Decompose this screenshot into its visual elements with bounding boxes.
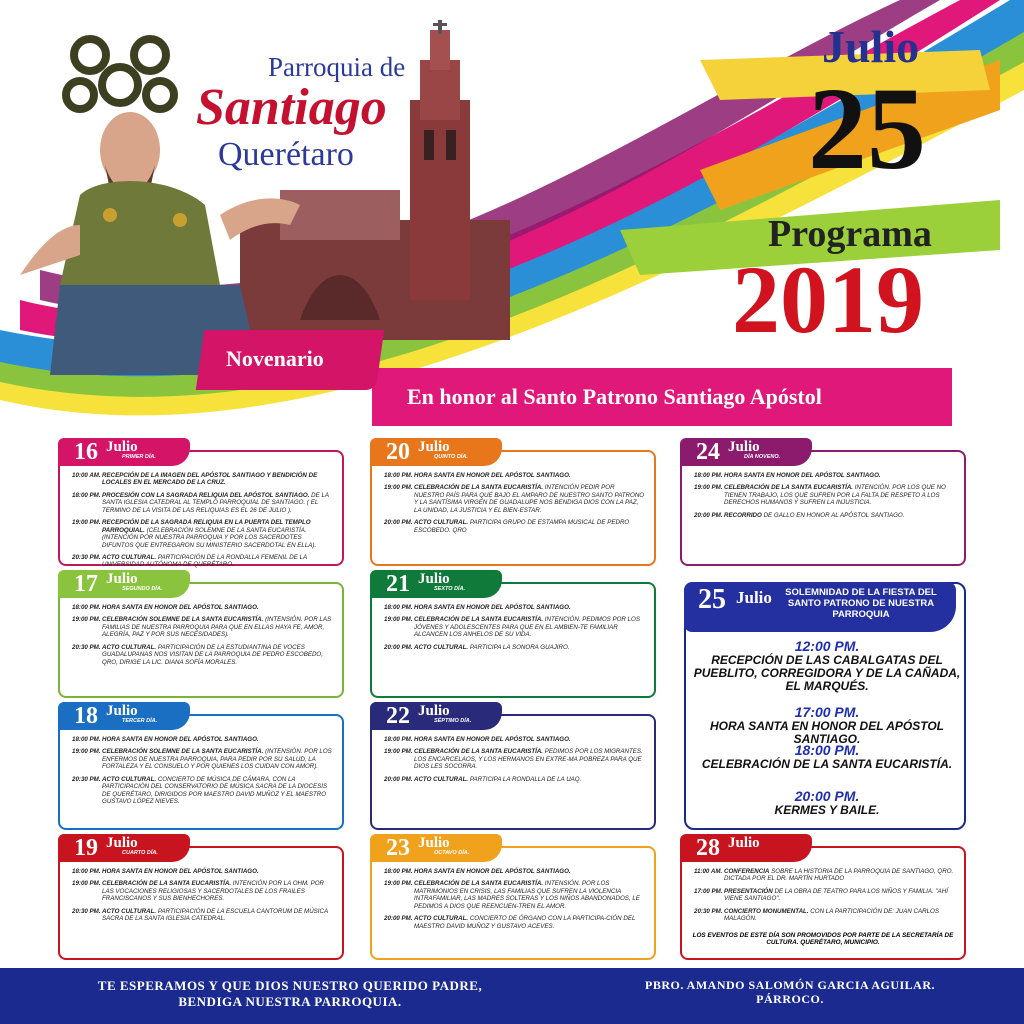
day-label: OCTAVO DÍA. [434,850,470,856]
entry-description [414,484,646,514]
entry-detail: PARTICIPA LA RONDALLA DE LA UAQ. [469,775,582,783]
entry-detail: PARTICIPACIÓN DE LA ESCUELA CANTORUM DE MÚSICA SACRA DE LA SANTA IGLESIA CATEDRAL. [102,907,328,923]
entry-heading: ACTO CULTURAL. [102,553,157,561]
footer-signature [600,978,980,1007]
schedule-entry [694,908,956,923]
day-number: 16 [74,439,98,465]
solemnity-title: SOLEMNIDAD DE LA FIESTA DEL SANTO PATRONO DE NUESTRA PARROQUIA [785,587,937,620]
entry-description [102,748,334,770]
entry-detail: INTENCIÓN. POR LOS QUE NO TIENEN TRABAJO, LOS QUE SUFREN POR LA FALTA DE RESPETO A LOS DERECHOS HUMANOS Y SUFREN LA INJUSTICIA. [724,484,946,507]
schedule-entry [384,748,646,770]
entry-description [724,868,956,883]
entry-time: 18:00 PM. [72,604,101,611]
schedule-entry [72,908,334,923]
sponsor-note: LOS EVENTOS DE ESTE DÍA SON PROMOVIDOS POR PARTE DE LA SECRETARÍA DE CULTURA. QUERÉTARO, MUNICIPIO. [692,931,954,947]
schedule-entry [72,604,334,611]
schedule-entry [694,512,956,519]
priest-name: PBRO. AMANDO SALOMÓN GARCIA AGUILAR. [644,978,935,992]
entry-detail: DE GALLO EN HONOR AL APÓSTOL SANTIAGO. [763,511,905,519]
day-number: 18 [74,703,98,729]
day-tab [680,438,812,466]
entry-description [414,472,646,479]
entry-description [102,616,334,638]
entry-description [102,519,334,549]
entry-detail: PARTICIPACIÓN DE LA RONDALLA FEMENIL DE LA UNIVERSIDAD AUTÓNOMA DE QUERÉTARO. [102,553,307,569]
schedule-entry [694,484,956,506]
entry-heading: CELEBRACIÓN DE LA SANTA EUCARISTÍA. [102,880,232,888]
entry-heading: CELEBRACIÓN DE LA SANTA EUCARISTÍA. [414,484,544,492]
schedule-entry [72,519,334,549]
day-tab [684,582,956,632]
day-card-16 [58,439,344,569]
entry-time: 18:00 PM. [72,491,101,499]
day-tab [58,702,190,730]
day-month: Julio [106,703,138,719]
day-month: Julio [728,439,760,455]
day-number: 24 [696,439,720,465]
entry-time: 20:30 PM. [72,643,101,651]
entry-description [724,908,956,923]
schedule-entry [384,868,646,875]
entry-heading: ACTO CULTURAL. [102,907,157,915]
schedule-entry [384,484,646,514]
entry-description [414,748,646,770]
entry-description [414,736,646,743]
entry-heading: CONFERENCIA [724,868,770,875]
entry-list [60,716,342,815]
day-month: Julio [418,835,450,851]
entry-time: 20:30 PM. [72,775,101,783]
entry-time: 20:30 PM. [72,553,101,561]
day-number: 28 [696,835,720,861]
event-block [686,788,968,817]
entry-detail: SOBRE LA HISTORIA DE LA PARROQUIA DE SANTIAGO, QRO. DICTADA POR EL DR. MARTÍN HURTADO [724,868,954,883]
event-block [686,704,968,746]
entry-time: 20:00 PM. [694,511,723,519]
day-month: Julio [106,571,138,587]
entry-description [102,554,334,569]
day-card-22 [370,703,656,830]
entry-heading: CELEBRACIÓN DE LA SANTA EUCARISTÍA. [414,748,544,756]
entry-detail: PEDIMOS POR LOS MIGRANTES. LOS ENCARCELAOS, Y LOS HERMANOS EN EXTRE-MA POBREZA PARA QUE DIOS LES SOCORRA. [414,748,643,771]
entry-heading: HORA SANTA EN HONOR DEL APÓSTOL SANTIAGO. [414,472,571,479]
entry-heading: HORA SANTA EN HONOR DEL APÓSTOL SANTIAGO. [102,604,259,611]
entry-time: 19:00 PM. [384,880,413,888]
entry-time: 19:00 PM. [72,748,101,756]
day-month: Julio [106,835,138,851]
day-tab [58,438,190,466]
schedule-entry [384,519,646,534]
day-label: SEXTO DÍA. [434,586,466,592]
entry-description [414,868,646,875]
event-block [686,742,968,771]
day-label: QUINTO DÍA. [434,454,468,460]
schedule-entry [72,554,334,569]
entry-description [102,644,334,666]
entry-description [414,519,646,534]
schedule-entry [384,472,646,479]
event-time: 12:00 PM. [794,638,860,654]
schedule-entry [72,880,334,902]
event-text: RECEPCIÓN DE LAS CABALGATAS DEL PUEBLITO, CORREGIDORA Y DE LA CAÑADA, EL MARQUÉS. [693,653,961,694]
entry-time: 20:00 PM. [384,643,413,651]
entry-heading: CELEBRACIÓN SOLEMNE DE LA SANTA EUCARISTÍA. [102,616,264,624]
entry-detail: DE LA OBRA DE TEATRO PARA LOS NIÑOS Y FAMILIA. "AHÍ VIENE SANTIAGO". [724,887,948,903]
entry-detail: INTENCIÓN POR LA OHM. POR LAS VOCACIONES RELIGIOSAS Y SACERDOTALES DE LOS FRAILES FRANCISCANOS Y SUS BIENHECHORES. [102,880,324,903]
day-number: 23 [386,835,410,861]
entry-description [414,616,646,638]
entry-description [724,512,956,519]
day-card-18 [58,703,344,830]
entry-list [60,452,342,578]
entry-time: 17:00 PM. [694,887,723,895]
day-number: 20 [386,439,410,465]
entry-detail: PARTICIPA GRUPO DE ESTAMPA MUSICAL DE PEDRO ESCOBEDO. QRO [414,519,630,534]
entry-description [102,908,334,923]
entry-time: 20:00 PM. [384,915,413,923]
entry-heading: CELEBRACIÓN SOLEMNE DE LA SANTA EUCARISTÍA. [102,748,264,756]
schedule-entry [72,472,334,487]
entry-description [102,604,334,611]
event-text: CELEBRACIÓN DE LA SANTA EUCARISTÍA. [701,757,953,771]
entry-detail: (INTENSIÓN. POR LOS ENFERMOS DE NUESTRA PARROQUIA, PARA PEDIR POR SU SALUD, LA FORTALEZA Y EL CONSUELO Y POR QUIENES LOS CUIDAN CON AMOR). [102,748,332,771]
day-card-23 [370,835,656,960]
day-number: 25 [698,584,726,615]
entry-detail: CONCIERTO DE ÓRGANO CON LA PARTICIPA-CIÓN DEL MAESTRO DAVID MUÑOZ Y GUSTAVO ACEVES. [414,915,636,930]
entry-detail: PARTICIPACIÓN DE LA ESTUDIANTINA DE VOCES GUADALUPANAS NOS VISITAN DE LA PARROQUIA DE PEDRO ESCOBEDO, QRO, DIRIGE LA LIC. DIANA SOFÍA MORALES. [102,643,323,666]
entry-description [102,472,334,487]
schedule-entry [384,644,646,651]
entry-heading: HORA SANTA EN HONOR DEL APÓSTOL SANTIAGO. [724,472,881,479]
entry-description [724,472,956,479]
day-label: CUARTO DÍA. [122,850,158,856]
day-card-21 [370,571,656,698]
entry-time: 20:00 PM. [384,519,413,527]
day-tab [680,834,812,862]
entry-description [102,880,334,902]
entry-time: 19:00 PM. [72,616,101,624]
entry-description [414,915,646,930]
entry-time: 19:00 PM. [384,484,413,492]
day-number: 17 [74,571,98,597]
entry-heading: HORA SANTA EN HONOR DEL APÓSTOL SANTIAGO. [414,868,571,875]
entry-detail: INTENSIÓN. POR LOS MATRIMONIOS EN CRISIS, LAS FAMILIAS QUE SUFREN LA VIOLENCIA INTRAFAMILIAR, LAS MADRES SOLTERAS Y LOS NIÑOS ABANDONADOS, LE PEDIMOS A DIOS QUE REENCUEN-TREN EL AMOR. [414,880,640,910]
entry-heading: CONCIERTO MONUMENTAL. [724,907,809,915]
event-time: 17:00 PM. [794,704,860,720]
entry-detail: INTENCIÓN PEDIR POR NUESTRO PAÍS PARA QUE BAJO EL AMPARO DE NUESTRO SANTO PATRONO Y LA SANTÍSIMA VIRGEN DE GUADALUPE NOS BENDIGA DIOS CON LA PAZ, LA UNIDAD, LA JUSTICIA Y EL BIEN-ESTAR. [414,484,645,514]
day-month: Julio [418,703,450,719]
schedule-entry [384,915,646,930]
entry-detail: (INTENSIÓN. POR LAS FAMILIAS DE NUESTRA PARROQUIA PARA QUE EN ELLAS HAYA FE, AMOR, ALEGRÍA, PAZ Y POR SUS NECESIDADES). [102,616,332,639]
entry-heading: RECEPCIÓN DE LA SAGRADA RELIQUIA EN LA PUERTA DEL TEMPLO PARROQUIAL. [102,519,311,534]
entry-time: 20:30 PM. [694,907,723,915]
schedule-entry [72,644,334,666]
event-time: 18:00 PM. [794,742,860,758]
day-month: Julio [736,588,772,607]
event-time: 20:00 PM. [794,788,860,804]
day-tab [58,570,190,598]
day-card-24 [680,439,966,566]
entry-time: 18:00 PM. [72,736,101,743]
entry-time: 18:00 PM. [384,736,413,743]
entry-description [414,776,646,783]
entry-heading: CELEBRACIÓN DE LA SANTA EUCARISTÍA. [414,616,544,624]
event-text: HORA SANTA EN HONOR DEL APÓSTOL SANTIAGO. [709,719,944,747]
program-year: 2019 [732,246,924,353]
day-tab [370,438,502,466]
entry-description [414,604,646,611]
entry-detail: PARTICIPA LA SONORA GUAJIRO. [469,643,570,651]
entry-heading: ACTO CULTURAL. [102,775,157,783]
day-month: Julio [418,439,450,455]
entry-time: 19:00 PM. [72,880,101,888]
schedule-entry [384,616,646,638]
entry-description [102,776,334,806]
day-tab [58,834,190,862]
day-card-28 [680,835,966,960]
schedule-entry [72,492,334,514]
entry-detail: (CELEBRACIÓN SOLEMNE DE LA SANTA EUCARISTÍA. (INTENCIÓN POR NUESTRA PARROQUIA Y POR LOS SACERDOTES DIFUNTOS QUE ENTREGARON SU MINISTERIO SACERDOTAL EN ELLA). [102,526,317,549]
entry-time: 19:00 PM. [384,748,413,756]
schedule-entry [72,776,334,806]
day-label: SEGUNDO DÍA. [122,586,163,592]
day-tab [370,834,502,862]
day-number: 22 [386,703,410,729]
entry-description [724,484,956,506]
schedule-entry [384,736,646,743]
entry-heading: CELEBRACIÓN DE LA SANTA EUCARISTÍA. [414,880,544,888]
entry-heading: ACTO CULTURAL. [414,915,469,923]
schedule-entry [384,880,646,910]
novenario-title: Novenario [226,346,324,371]
entry-description [102,492,334,514]
entry-time: 11:00 AM. [694,868,723,875]
entry-heading: HORA SANTA EN HONOR DEL APÓSTOL SANTIAGO. [414,604,571,611]
entry-time: 19:00 PM. [694,484,723,492]
day-label: PRIMER DÍA. [122,454,156,460]
entry-time: 20:00 PM. [384,775,413,783]
day-tab [370,570,502,598]
parish-city: Querétaro [218,136,354,173]
entry-time: 19:00 PM. [72,519,101,527]
day-number: 21 [386,571,410,597]
programa-label: Programa [768,213,932,255]
entry-time: 18:00 PM. [384,868,413,875]
entry-detail: DE LA SANTA IGLESIA CATEDRAL AL TEMPLO PARROQUIAL DE SANTIAGO. ( EL TERMINO DE LA VISITA DE LAS RELIQUIAS ES EL 26 DE JULIO ). [102,491,329,514]
day-tab [370,702,502,730]
footer-invitation [40,978,540,1009]
entry-time: 20:30 PM. [72,907,101,915]
day-card-25 [684,582,966,830]
day-card-17 [58,571,344,698]
entry-heading: CELEBRACIÓN DE LA SANTA EUCARISTÍA. [724,484,854,492]
entry-heading: PROCESIÓN CON LA SAGRADA RELIQUIA DEL APÓSTOL SANTIAGO. [102,491,310,499]
day-label: DÍA NOVENO. [744,454,781,460]
entry-description [414,880,646,910]
entry-detail: CONCIERTO DE MÚSICA DE CÁMARA, CON LA PARTICIPACIÓN DEL CONSERVATORIO DE MÚSICA SACRA DE LA DIOCESIS DE QUERÉTARO, DIRIGIDOS POR MAESTRO DAVID MUÑOZ Y EL MAESTRO GUSTAVO LÓPEZ NIEVES. [102,775,328,806]
entry-heading: RECORRIDO [724,511,762,519]
parish-heading: Parroquia de [268,52,406,82]
entry-description [102,736,334,743]
entry-description [724,888,956,903]
entry-time: 18:00 PM. [384,604,413,611]
entry-heading: RECEPCIÓN DE LA IMAGEN DEL APÓSTOL SANTIAGO Y BENDICIÓN DE LOCALES EN EL MERCADO DE LA CRUZ. [102,472,318,487]
entry-heading: ACTO CULTURAL. [414,519,469,527]
schedule-entry [694,888,956,903]
entry-heading: ACTO CULTURAL. [102,643,157,651]
schedule-entry [384,604,646,611]
entry-heading: PRESENTACIÓN [724,887,773,895]
day-label: SÉPTIMO DÍA. [434,718,472,724]
schedule-entry [694,868,956,883]
day-month: Julio [106,439,138,455]
entry-time: 18:00 PM. [694,472,723,479]
entry-detail: INTENCIÓN. PEDIMOS POR LOS JÓVENES Y ADOLESCENTES PARA QUE EN EL AMBIEN-TE FAMILIAR ALCANCEN LOS ANHELOS DE SU VIDA. [414,616,640,639]
day-label: TERCER DÍA. [122,718,158,724]
entry-heading: ACTO CULTURAL. [414,643,469,651]
event-block [686,638,968,694]
entry-heading: HORA SANTA EN HONOR DEL APÓSTOL SANTIAGO. [102,868,259,875]
day-month: Julio [418,571,450,587]
entry-heading: ACTO CULTURAL. [414,775,469,783]
entry-description [414,644,646,651]
entry-time: 18:00 PM. [384,472,413,479]
schedule-entry [384,776,646,783]
entry-detail: CON LA PARTICIPACIÓN DE: JUAN CARLOS MALAGÓN. [724,907,939,923]
entry-description [102,868,334,875]
invitation-line: TE ESPERAMOS Y QUE DIOS NUESTRO QUERIDO PADRE, [97,978,483,993]
entry-heading: HORA SANTA EN HONOR DEL APÓSTOL SANTIAGO. [102,736,259,743]
day-number: 19 [74,835,98,861]
entry-time: 18:00 PM. [72,868,101,875]
day-card-19 [58,835,344,960]
schedule-entry [694,472,956,479]
entry-time: 19:00 PM. [384,616,413,624]
event-text: KERMES Y BAILE. [774,803,880,817]
schedule-entry [72,748,334,770]
priest-title: PÁRROCO. [756,992,824,1007]
schedule-entry [72,616,334,638]
parish-name: Santiago [196,79,387,136]
invitation-line: BENDIGA NUESTRA PARROQUIA. [178,993,402,1009]
entry-time: 10:00 AM. [72,472,101,479]
entry-heading: HORA SANTA EN HONOR DEL APÓSTOL SANTIAGO. [414,736,571,743]
day-card-20 [370,439,656,566]
day-month: Julio [728,835,760,851]
feast-day: 25 [808,63,926,194]
honor-title: En honor al Santo Patrono Santiago Apóstol [407,384,822,409]
schedule-entry [72,868,334,875]
schedule-entry [72,736,334,743]
feast-month: Julio [822,21,920,72]
